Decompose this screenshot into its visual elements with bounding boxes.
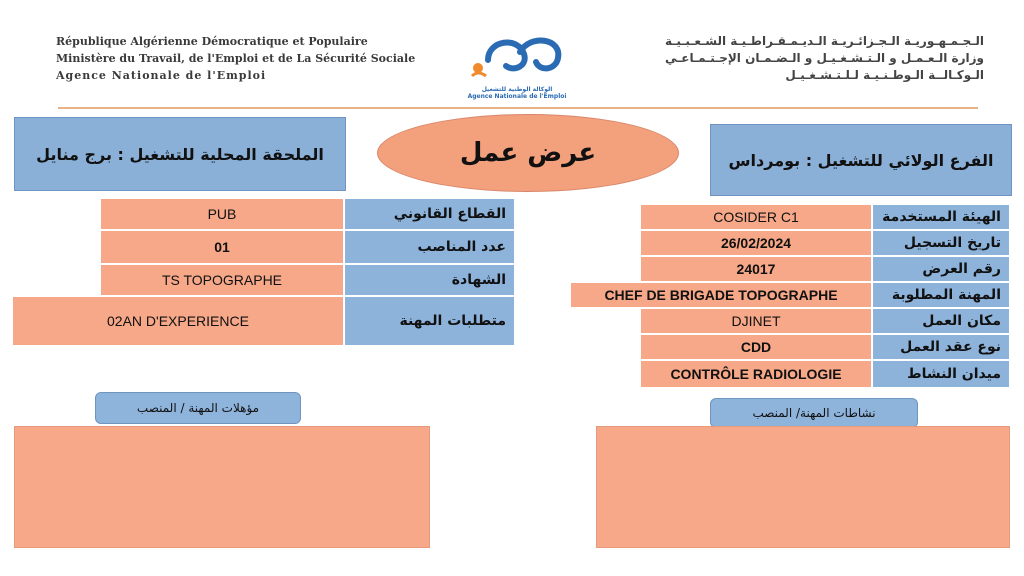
offer-title [377,114,679,192]
left-label-0: القطاع القانوني [344,198,515,230]
activities-pill [710,398,918,428]
left-value-3: 02AN D'EXPERIENCE [12,296,344,346]
branch-right-label: الفرع الولائي للتشغيل : بومرداس [728,150,994,170]
header-fr-line2: Ministère du Travail, de l'Emploi et de La Sécurité Sociale [56,52,416,65]
header-arabic [584,33,984,84]
logo-icon [458,30,576,82]
right-value-2: 24017 [640,256,872,282]
right-label-3: المهنة المطلوبة [872,282,1010,308]
branch-right-box [710,124,1012,196]
header-ar-line3: الـوكـالــة الـوطـنـيـة لـلـتـشـغـيـل [785,68,984,82]
right-label-5: نوع عقد العمل [872,334,1010,360]
qualifications-label: مؤهلات المهنة / المنصب [136,401,260,415]
logo-caption-fr: Agence Nationale de l'Emploi [467,93,567,100]
right-label-6: ميدان النشاط [872,360,1010,388]
left-value-0: PUB [100,198,344,230]
header-fr-line1: République Algérienne Démocratique et Populaire [56,35,368,48]
left-label-1: عدد المناصب [344,230,515,264]
right-value-4: DJINET [640,308,872,334]
logo-caption-ar: الوكالة الوطنية للتشغيل [481,86,553,93]
header-divider [58,107,978,109]
right-label-0: الهيئة المستخدمة [872,204,1010,230]
branch-left-label: الملحقة المحلية للتشغيل : برج منايل [36,144,324,164]
agency-logo [458,30,576,104]
right-value-1: 26/02/2024 [640,230,872,256]
offer-title-text: عرض عمل [459,138,597,168]
right-value-3: CHEF DE BRIGADE TOPOGRAPHE [570,282,872,308]
header-fr-line3: Agence Nationale de l'Emploi [56,69,267,82]
left-label-3: متطلبات المهنة [344,296,515,346]
header-french [56,33,436,84]
right-value-5: CDD [640,334,872,360]
left-value-2: TS TOPOGRAPHE [100,264,344,296]
left-value-1: 01 [100,230,344,264]
right-label-2: رقم العرض [872,256,1010,282]
header-ar-line1: الـجـمـهـوريـة الـجـزائـريـة الـديـمـقـراطـيـة الشـعـبـيـة [665,34,984,48]
qualifications-pill [95,392,301,424]
activities-label: نشاطات المهنة/ المنصب [752,406,876,420]
right-label-4: مكان العمل [872,308,1010,334]
right-label-1: تاريخ التسجيل [872,230,1010,256]
right-value-6: CONTRÔLE RADIOLOGIE [640,360,872,388]
branch-left-box [14,117,346,191]
activities-box [596,426,1010,548]
header-ar-line2: وزارة الـعـمـل و الـتـشـغـيـل و الـضـمـان الإجـتـمـاعـي [665,51,984,65]
left-label-2: الشهادة [344,264,515,296]
qualifications-box [14,426,430,548]
right-value-0: COSIDER C1 [640,204,872,230]
